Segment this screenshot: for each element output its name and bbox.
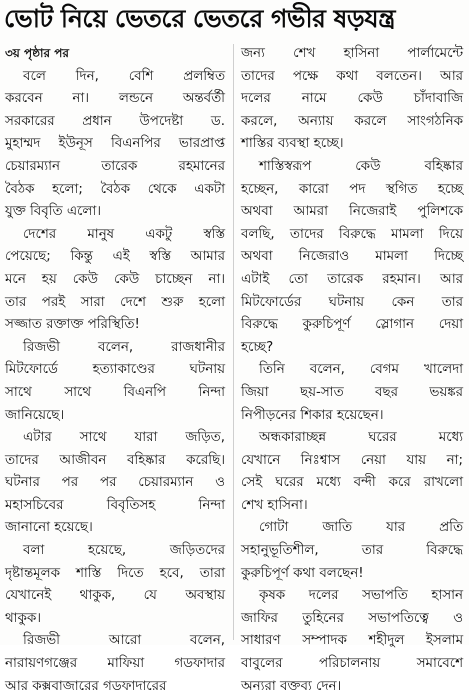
text-line: শেখ হাসিনা। — [241, 497, 308, 513]
text-line: এটাই তো তারেক রহমান। আর — [241, 271, 463, 287]
text-line: হচ্ছেন, কারো পদ স্থগিত হচ্ছে — [241, 181, 463, 197]
column-divider — [233, 44, 234, 640]
text-line: গোটা জাতি যার প্রতি — [259, 520, 463, 536]
text-line: জানিয়েছে। — [5, 407, 65, 423]
continuation-kicker: ৩য় পৃষ্ঠার পর — [5, 46, 70, 60]
left-column-body — [5, 66, 225, 698]
text-line: রিজভী আরো বলেন, — [23, 633, 225, 649]
text-line: সরকারের প্রধান উপদেষ্টা ড. — [5, 113, 225, 129]
text-line: সহানুভূতিশীল, তার বিরুদ্ধে — [241, 543, 463, 559]
text-line: পেয়েছে; কিন্তু এই স্বস্তি আমার — [5, 249, 225, 265]
right-column-body — [241, 43, 463, 698]
right-column — [241, 43, 463, 698]
text-line: বলছি, তাদের বিরুদ্ধে মামলা দিয়ে — [241, 226, 463, 242]
text-line: কৃষক দলের সভাপতি হাসান — [259, 588, 463, 604]
text-line: বৈঠক হলো; বৈঠক থেকে একটা — [5, 181, 225, 197]
text-line: বলে দিন, বেশি প্রলম্বিত — [23, 68, 225, 84]
text-line: সেই ঘরের মধ্যে বন্দী করে রাখলো — [241, 475, 463, 491]
text-line: জিয়া ছয়-সাত বছর ভয়ঙ্কর — [241, 384, 463, 400]
text-line: বাবুলের পরিচালনায় সমাবেশে — [241, 656, 463, 672]
text-line: সাধারণ সম্পাদক শহীদুল ইসলাম — [241, 633, 463, 649]
text-line: অথবা আমরা নিজেরাই পুলিশকে — [241, 204, 463, 220]
text-line: দৃষ্টান্তমূলক শাস্তি দিতে হবে, তারা — [5, 565, 225, 581]
text-line: জাফির তুহিনের সভাপতিত্বে ও — [241, 610, 463, 626]
text-line: করবেন না। লন্ডনে অন্তর্বর্তী — [5, 91, 225, 107]
text-line: এটার সাথে যারা জড়িত, — [23, 430, 225, 446]
left-column — [5, 43, 225, 698]
text-line: রিজভী বলেন, রাজধানীর — [23, 339, 225, 355]
text-line: অন্যরা বক্তব্য দেন। — [241, 678, 342, 694]
text-line: তাদের পক্ষে কথা বলতেন। আর — [241, 68, 463, 84]
text-line: যেখানেই থাকুক, যে অবস্থায় — [5, 588, 225, 604]
text-line: যেখানে নিঃশ্বাস নেয়া যায় না; — [241, 452, 463, 468]
text-line: বিরুদ্ধে কুরুচিপূর্ণ স্লোগান দেয়া — [241, 317, 463, 333]
text-line: আর কক্সবাজারের গডফাদারের — [5, 678, 167, 694]
text-line: অথবা নিজেরাও মামলা দিচ্ছে — [241, 249, 463, 265]
text-line: হচ্ছে? — [241, 339, 274, 355]
text-line: নারায়ণগঞ্জের মাফিয়া গডফাদার — [5, 656, 225, 672]
text-line: নিপীড়নের শিকার হয়েছেন। — [241, 407, 384, 423]
text-line: সজ্জাত রক্তাক্ত পরিস্থিতি! — [5, 317, 140, 333]
text-line: চেয়ারম্যান তারেক রহমানের — [5, 158, 225, 174]
text-line: মিটফোর্ডের ঘটনায় কেন তার — [241, 294, 463, 310]
text-line: তার পরই সারা দেশে শুরু হলো — [5, 294, 225, 310]
text-line: কুরুচিপূর্ণ কথা বলছেন! — [241, 565, 364, 581]
headline: ভোট নিয়ে ভেতরে ভেতরে গভীর ষড়যন্ত্র — [4, 4, 395, 33]
text-line: মিটফোর্ডে হত্যাকাণ্ডের ঘটনায় — [5, 362, 225, 378]
text-line: তিনি বলেন, বেগম খালেদা — [259, 362, 463, 378]
text-line: মহাসচিবের বিবৃতিসহ নিন্দা — [5, 497, 225, 513]
text-line: মুহাম্মদ ইউনূস বিএনপির ভারপ্রাপ্ত — [5, 136, 225, 152]
text-line: তাদের আজীবন বহিষ্কার করেছি। — [5, 452, 225, 468]
text-line: শাস্তিস্বরূপ কেউ বহিষ্কার — [259, 158, 463, 174]
text-line: শাস্তির ব্যবস্থা হচ্ছে। — [241, 136, 344, 152]
text-line: করলে, অন্যায় করলে সাংগঠনিক — [241, 113, 463, 129]
text-line: অন্ধকারাচ্ছন্ন ঘরের মধ্যে — [259, 430, 463, 446]
text-line: ঘটনার পর পর চেয়ারম্যান ও — [5, 475, 225, 491]
text-line: দেশের মানুষ একটু স্বস্তি — [23, 226, 225, 242]
text-line: থাকুক। — [5, 610, 42, 626]
text-line: যুক্ত বিবৃতি এলো। — [5, 204, 102, 220]
text-line: সাথে সাথে বিএনপি নিন্দা — [5, 384, 225, 400]
text-line: বলা হয়েছে, জড়িতদের — [23, 543, 225, 559]
text-line: জানানো হয়েছে। — [5, 520, 93, 536]
text-line: মনে হয় কেউ কেউ চাচ্ছেন না। — [5, 271, 225, 287]
text-line: দলের নামে কেউ চাঁদাবাজি — [241, 91, 463, 107]
text-line: জন্য শেখ হাসিনা পার্লামেন্টে — [241, 46, 463, 61]
